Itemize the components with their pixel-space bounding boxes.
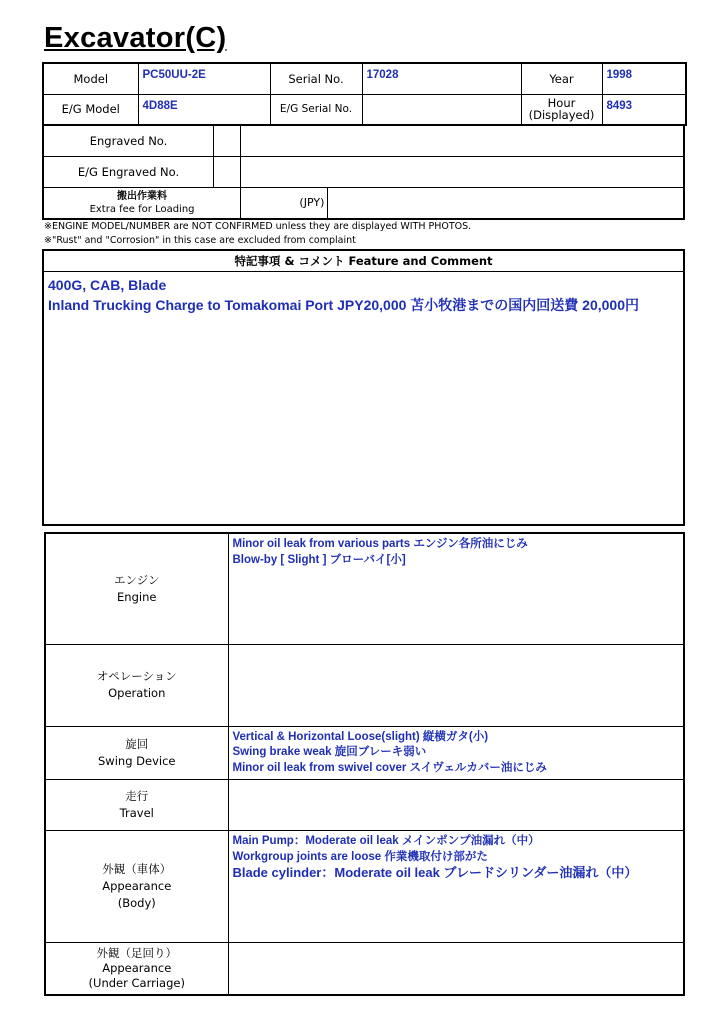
eg-engraved-label: E/G Engraved No. — [43, 157, 214, 188]
fee-label-jp: 搬出作業料 — [117, 190, 168, 202]
appearance-body-label-jp: 外観（車体） — [102, 862, 172, 876]
travel-label — [45, 780, 228, 831]
hour-label-line2: (Displayed) — [528, 108, 595, 123]
appearance-under-label — [45, 943, 228, 995]
appearance-under-label-jp: 外観（足回り） — [96, 945, 177, 960]
eg-serial-value — [362, 94, 521, 125]
operation-value — [228, 644, 684, 726]
swing-value — [228, 726, 684, 780]
swing-label-en: Swing Device — [98, 753, 176, 768]
model-label: Model — [43, 63, 138, 94]
feature-body — [44, 272, 683, 318]
fee-label-en: Extra fee for Loading — [89, 203, 195, 215]
engine-label-en: Engine — [117, 589, 157, 604]
eg-serial-label: E/G Serial No. — [270, 94, 362, 125]
page-title: Excavator(C) — [44, 22, 227, 54]
engraved-value — [241, 126, 684, 157]
feature-box — [42, 249, 685, 526]
appearance-under-label-en: Appearance — [102, 960, 172, 975]
appearance-body-value — [228, 831, 684, 943]
hour-label-line1: Hour — [547, 96, 576, 111]
swing-line: Minor oil leak from swivel cover スイヴェルカバー油にじみ — [232, 761, 547, 774]
operation-label — [45, 644, 228, 726]
swing-label-jp: 旋回 — [125, 736, 149, 751]
year-value: 1998 — [602, 63, 686, 94]
eg-model-value: 4D88E — [138, 94, 270, 125]
appearance-body-line: Workgroup joints are loose 作業機取付け部がた — [232, 850, 488, 863]
engine-label — [45, 533, 228, 644]
eg-model-label: E/G Model — [43, 94, 138, 125]
engraved-label: Engraved No. — [43, 126, 214, 157]
appearance-body-line: Blade cylinder：Moderate oil leak ブレードシリンダー油漏れ（中） — [232, 865, 638, 880]
engine-line: Minor oil leak from various parts エンジン各所油にじみ — [232, 538, 528, 550]
feature-line: Inland Trucking Charge to Tomakomai Port JPY20,000 苫小牧港までの国内回送費 20,000円 — [48, 297, 639, 313]
fee-label — [43, 188, 241, 219]
serial-label: Serial No. — [270, 63, 362, 94]
year-label: Year — [521, 63, 602, 94]
travel-label-jp: 走行 — [125, 789, 149, 803]
header-table — [42, 62, 687, 126]
appearance-body-label-en: Appearance — [102, 879, 172, 893]
feature-heading: 特記事項 & コメント Feature and Comment — [44, 251, 683, 272]
operation-label-jp: オペレーション — [96, 669, 177, 683]
condition-table — [44, 532, 685, 996]
appearance-body-label — [45, 831, 228, 943]
swing-line: Vertical & Horizontal Loose(slight) 縦横ガタ(小) — [232, 730, 489, 743]
fee-unit: (JPY) — [241, 188, 328, 219]
appearance-body-label-en2: (Body) — [117, 896, 156, 910]
travel-value — [228, 780, 684, 831]
appearance-body-line: Main Pump：Moderate oil leak メインポンプ油漏れ（中） — [232, 835, 540, 847]
appearance-under-label-en2: (Under Carriage) — [88, 975, 185, 990]
engraved-box — [214, 126, 241, 157]
engine-line: Blow-by [ Slight ] ブローバイ[小] — [232, 553, 406, 566]
travel-label-en: Travel — [119, 806, 154, 820]
feature-line: 400G, CAB, Blade — [48, 277, 167, 293]
operation-label-en: Operation — [108, 686, 166, 700]
appearance-under-value — [228, 943, 684, 995]
engine-label-jp: エンジン — [114, 572, 160, 587]
fee-value — [328, 188, 684, 219]
model-value: PC50UU-2E — [138, 63, 270, 94]
eg-engraved-value — [241, 157, 684, 188]
note-rust: ※"Rust" and "Corrosion" in this case are excluded from complaint — [44, 235, 356, 246]
eg-engraved-box — [214, 157, 241, 188]
swing-label — [45, 726, 228, 780]
engine-value — [228, 533, 684, 644]
swing-line: Swing brake weak 旋回ブレーキ弱い — [232, 746, 427, 758]
hour-value: 8493 — [602, 94, 686, 125]
hour-label — [521, 94, 602, 125]
serial-value: 17028 — [362, 63, 521, 94]
engraved-table — [42, 125, 685, 220]
note-engine: ※ENGINE MODEL/NUMBER are NOT CONFIRMED unless they are displayed WITH PHOTOS. — [44, 221, 472, 232]
